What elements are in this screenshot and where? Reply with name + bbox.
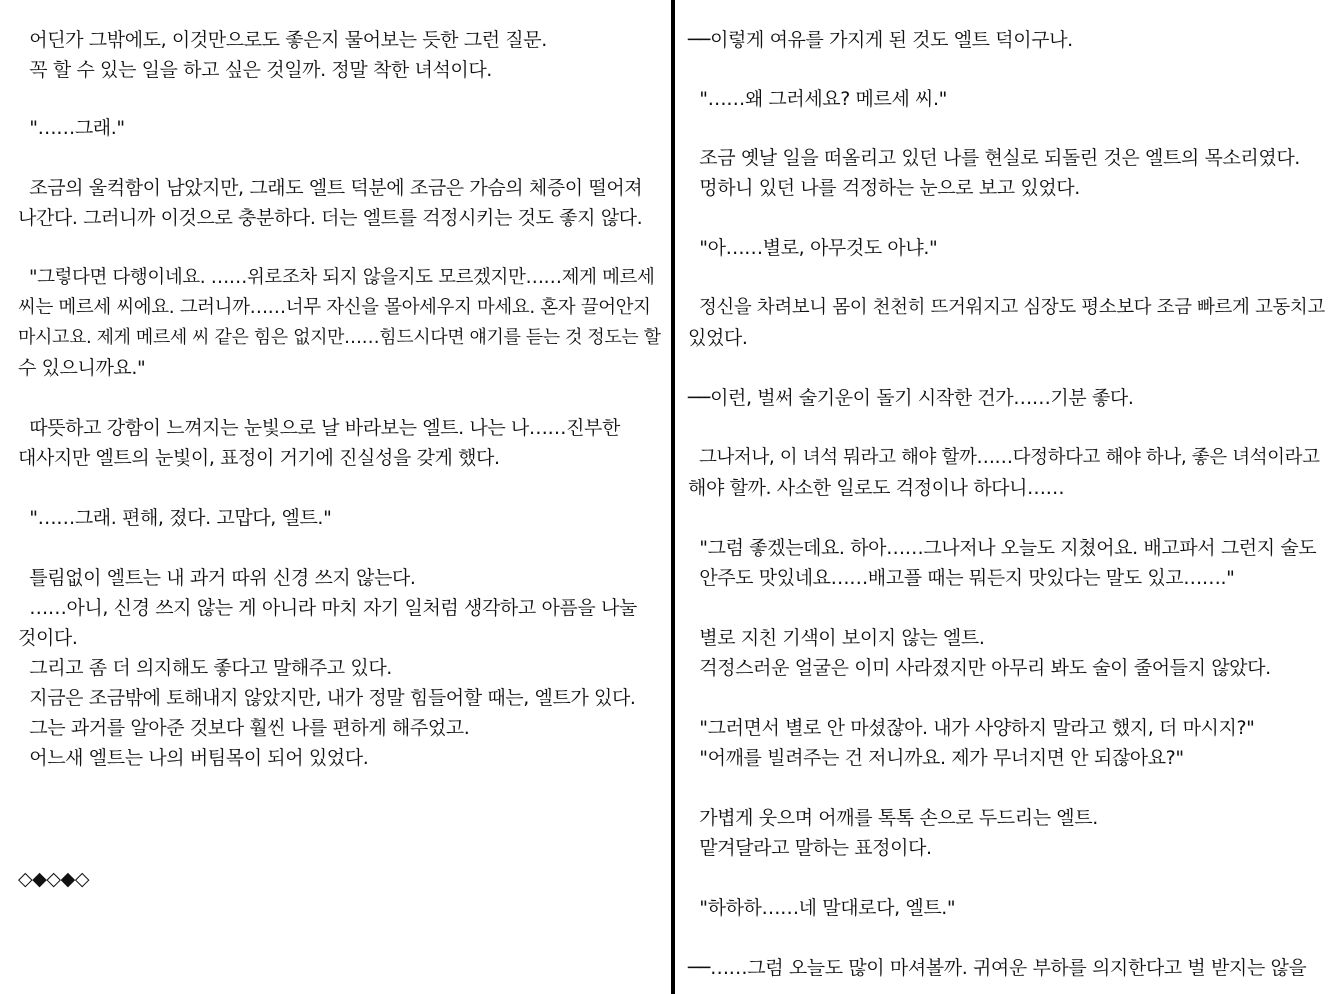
text-line: 어딘가 그밖에도, 이것만으로도 좋은지 물어보는 듯한 그런 질문. xyxy=(18,29,547,51)
text-line: 그나저나, 이 녀석 뭐라고 해야 할까……다정하다고 해야 하나, 좋은 녀석이라고 xyxy=(688,447,1320,468)
text-line: 조금의 울컥함이 남았지만, 그래도 엘트 덕분에 조금은 가슴의 체증이 떨어져 xyxy=(18,177,643,199)
right-page xyxy=(680,0,1341,994)
text-line: 마시고요. 제게 메르세 씨 같은 힘은 없지만……힘드시다면 얘기를 듣는 것 정도는 할 xyxy=(18,327,661,348)
page-gutter-line xyxy=(671,0,675,994)
text-line: 가볍게 웃으며 어깨를 톡톡 손으로 두드리는 엘트. xyxy=(688,807,1098,829)
text-line: "……그래." xyxy=(18,117,125,139)
section-divider-ornament: ◇◆◇◆◇ xyxy=(18,868,90,890)
left-page xyxy=(0,0,670,994)
text-line: 있었다. xyxy=(688,327,748,349)
text-line: 씨는 메르세 씨에요. 그러니까……너무 자신을 몰아세우지 마세요. 혼자 끌어안지 xyxy=(18,297,651,318)
text-line: 것이다. xyxy=(18,627,78,649)
text-line: 수 있으니까요." xyxy=(18,357,146,379)
text-line: 정신을 차려보니 몸이 천천히 뜨거워지고 심장도 평소보다 조금 빠르게 고동치고 xyxy=(688,297,1325,318)
text-line: 나간다. 그러니까 이것으로 충분하다. 더는 엘트를 걱정시키는 것도 좋지 않다. xyxy=(18,207,643,229)
text-line: ──……그럼 오늘도 많이 마셔볼까. 귀여운 부하를 의지한다고 벌 받지는 않을 xyxy=(688,957,1307,979)
text-line: ……아니, 신경 쓰지 않는 게 아니라 마치 자기 일처럼 생각하고 아픔을 나눌 xyxy=(18,597,637,619)
text-line: "……그래. 편해, 졌다. 고맙다, 엘트." xyxy=(18,507,332,529)
text-line: "그렇다면 다행이네요. ……위로조차 되지 않을지도 모르겠지만……제게 메르세 xyxy=(18,267,655,288)
text-line: 해야 할까. 사소한 일로도 걱정이나 하다니…… xyxy=(688,477,1065,499)
text-line: "어깨를 빌려주는 건 저니까요. 제가 무너지면 안 되잖아요?" xyxy=(688,747,1184,769)
text-line: 맡겨달라고 말하는 표정이다. xyxy=(688,837,932,859)
text-line: 안주도 맛있네요……배고플 때는 뭐든지 맛있다는 말도 있고……." xyxy=(688,567,1235,589)
text-line: "하하하……네 말대로다, 엘트." xyxy=(688,897,956,919)
text-line: 걱정스러운 얼굴은 이미 사라졌지만 아무리 봐도 술이 줄어들지 않았다. xyxy=(688,657,1271,679)
text-line: 따뜻하고 강함이 느껴지는 눈빛으로 날 바라보는 엘트. 나는 나……진부한 xyxy=(18,417,620,439)
text-line: ──이런, 벌써 술기운이 돌기 시작한 건가……기분 좋다. xyxy=(688,387,1134,409)
text-line: 지금은 조금밖에 토해내지 않았지만, 내가 정말 힘들어할 때는, 엘트가 있다. xyxy=(18,687,636,709)
text-line: 별로 지친 기색이 보이지 않는 엘트. xyxy=(688,627,985,649)
text-line: 꼭 할 수 있는 일을 하고 싶은 것일까. 정말 착한 녀석이다. xyxy=(18,59,492,81)
text-line: 대사지만 엘트의 눈빛이, 표정이 거기에 진실성을 갖게 했다. xyxy=(18,447,500,469)
text-line: ──이렇게 여유를 가지게 된 것도 엘트 덕이구나. xyxy=(688,29,1073,51)
text-line: 어느새 엘트는 나의 버팀목이 되어 있었다. xyxy=(18,747,369,769)
text-line: 그리고 좀 더 의지해도 좋다고 말해주고 있다. xyxy=(18,657,392,679)
text-line: 그는 과거를 알아준 것보다 훨씬 나를 편하게 해주었고. xyxy=(18,717,470,739)
text-line: "그러면서 별로 안 마셨잖아. 내가 사양하지 말라고 했지, 더 마시지?" xyxy=(688,717,1255,739)
text-line: 멍하니 있던 나를 걱정하는 눈으로 보고 있었다. xyxy=(688,177,1080,199)
text-line: "그럼 좋겠는데요. 하아……그나저나 오늘도 지쳤어요. 배고파서 그런지 술도 xyxy=(688,537,1317,559)
text-line: 틀림없이 엘트는 내 과거 따위 신경 쓰지 않는다. xyxy=(18,567,416,589)
text-line: 조금 옛날 일을 떠올리고 있던 나를 현실로 되돌린 것은 엘트의 목소리였다. xyxy=(688,147,1300,169)
text-line: "아……별로, 아무것도 아냐." xyxy=(688,237,938,259)
text-line: "……왜 그러세요? 메르세 씨." xyxy=(688,88,947,110)
